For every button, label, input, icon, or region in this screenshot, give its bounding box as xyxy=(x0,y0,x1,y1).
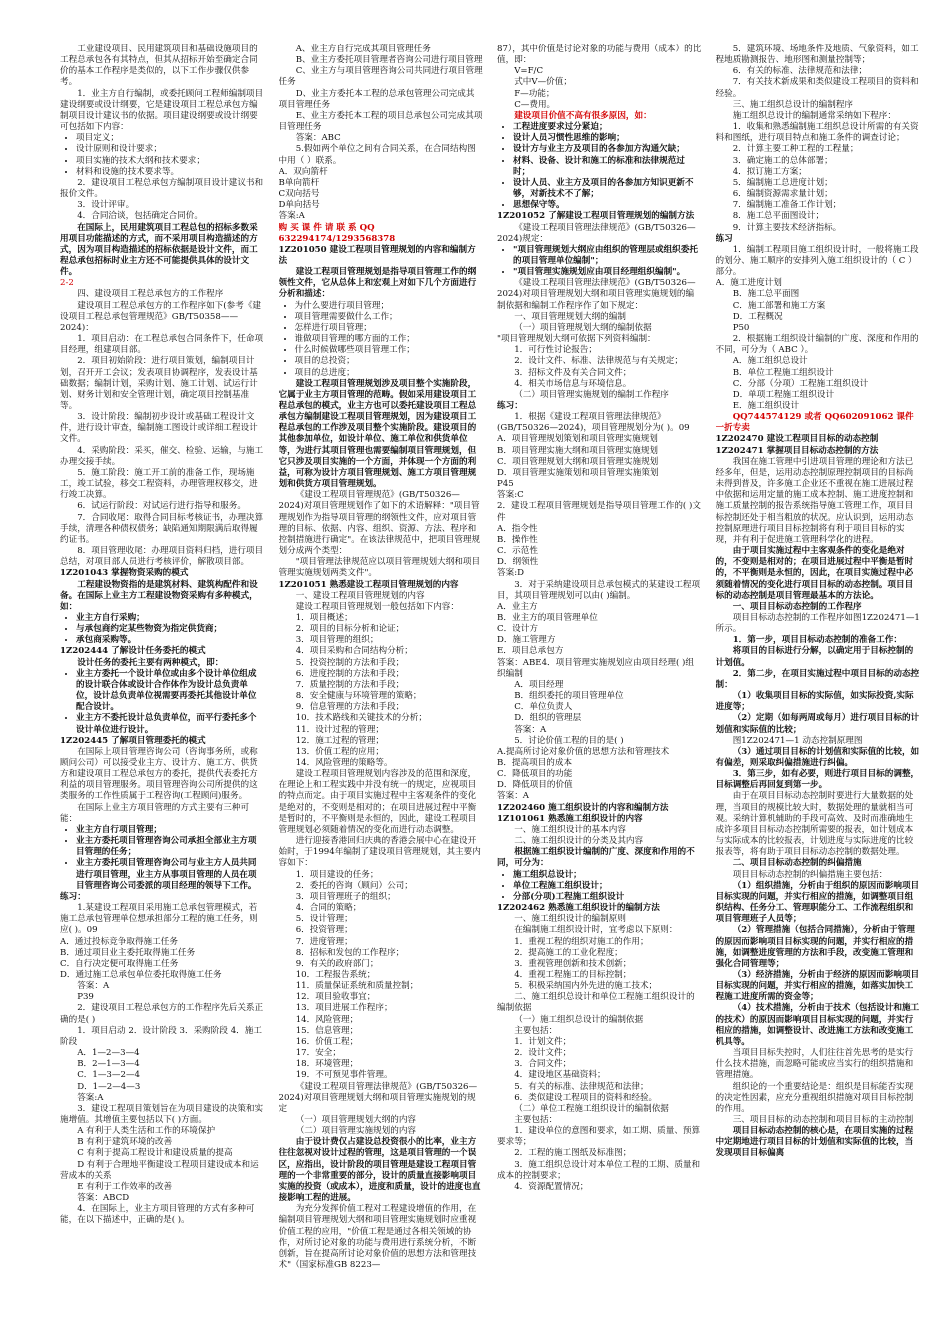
paragraph: B．单位工程施工组织设计 xyxy=(732,367,834,378)
bullet-item: • 为什么要进行项目管理； xyxy=(295,301,484,312)
paragraph: 4．建设地区基础资料； xyxy=(514,1070,606,1081)
paragraph: 4．项目采购和合同结构分析； xyxy=(295,646,413,657)
paragraph: D单向括号 xyxy=(278,200,320,211)
paragraph: 设计任务的委托主要有两种模式，即： xyxy=(77,657,224,668)
paragraph: 1．第一步，项目目标动态控制的准备工作： xyxy=(732,635,902,646)
paragraph: D 有利于合理地平衡建设工程项目建设成本和运营成本的关系 xyxy=(60,1159,259,1181)
paragraph: 1．可行性讨论报告； xyxy=(514,345,597,356)
paragraph: 7．有关技术新成果和类似建设工程项目的资料和经验。 xyxy=(715,77,919,99)
paragraph: 5．有关的标准、法律规范和法律； xyxy=(514,1081,649,1092)
paragraph: 4．拟订施工方案； xyxy=(732,166,807,177)
paragraph: 《建设工程项目管理规范》(GB/T50326—2024)对项目管理规划作了如下的术语解释："项目管理规划作为指导项目管理的纲领性文件，应对项目管理的目标、依据、内容、组织、资源、方法、程序和控制措施进行确定"。在该法律规范中，把项目管理规划分成两个类型： xyxy=(278,490,481,557)
bullet-list xyxy=(497,245,702,278)
bullet-item: • 业主方委托项目管理咨询公司承担全部业主方项目管理的任务； xyxy=(76,836,265,858)
paragraph: B．通过项目业主委托取得施工任务 xyxy=(60,947,196,958)
paragraph: 87），其中价值是讨论对象的功能与费用（成本）的比值，即： xyxy=(497,44,702,66)
paragraph: 3．对于采纳建设项目总承包模式的某建设工程项目，其项目管理规划可以由( )编制。 xyxy=(497,579,701,601)
paragraph: 3．设计评审。 xyxy=(77,200,135,211)
paragraph: 组织论的一个重要结论是：组织是目标能否实现的决定性因素，应充分重视组织措施对项目目标控制的作用。 xyxy=(715,1081,914,1114)
paragraph: D、业主方委托本工程的总承包管理公司完成其项目管理任务 xyxy=(278,88,475,110)
paragraph: （1）组织措施，分析由于组织的原因而影响项目目标实现的问题，并实行相应的措施，如调整项目组织结构、任务分工、管理职能分工、工作流程组织和项目管理班子人员等； xyxy=(715,880,920,925)
paragraph: 一、项目目标动态控制的工作程序 xyxy=(732,601,862,612)
paragraph: B．2—1—3—4 xyxy=(77,1059,140,1070)
bullet-item: • 项目管理需要做什么工作； xyxy=(295,312,484,323)
paragraph: 13．项目进展工作程序； xyxy=(295,1003,393,1014)
paragraph: D．降低项目的价值 xyxy=(497,780,573,791)
bullet-item: • 业主方自行项目管理； xyxy=(76,825,265,836)
paragraph: 3．第三步，如有必要，则进行项目目标的调整，目标调整后再回复到第一步。 xyxy=(715,769,920,791)
bullet-item: • 项目的总进度； xyxy=(295,368,484,379)
paragraph: 答案：A xyxy=(497,791,529,802)
paragraph: P45 xyxy=(497,479,514,490)
paragraph: 12．项目验收事宜； xyxy=(295,992,376,1003)
paragraph: 一、施工组织设计的编制原则 xyxy=(514,914,626,925)
paragraph: E．项目总承包方 xyxy=(497,646,564,657)
paragraph: A、业主方自行完成其项目管理任务 xyxy=(295,44,431,54)
paragraph: 建设工程项目管理规划内容涉及的范围和深度，在理论上和工程实践中并没有统一的规定，应视项目的特点而定。由于项目实施过程中主客观条件的变化是绝对的，不变则是相对的；在项目进展过程中平衡是暂时的，不平衡则是永恒的，因此，建设工程项目管理规划必须随着情况的变化而进行动态调整。 xyxy=(278,769,477,835)
paragraph: B、业主方委托项目管理者咨询公司进行项目管理 xyxy=(295,55,483,66)
paragraph: （2）定期（如每两周或每月）进行项目目标的计划值和实际值的比较； xyxy=(715,713,920,735)
paragraph: B 有利于建筑环境的改善 xyxy=(77,1137,173,1148)
paragraph: 1Z201052 了解建设工程项目管理规划的编制方法 xyxy=(497,211,695,222)
paragraph: D．1—2—4—3 xyxy=(77,1081,141,1092)
paragraph: D．施工管理方 xyxy=(497,635,556,646)
paragraph: C．施工部署和施工方案 xyxy=(732,300,826,311)
paragraph: D．单项工程施工组织设计 xyxy=(732,389,835,400)
paragraph: 答案：ABC xyxy=(295,133,341,144)
paragraph: 4．合同洽谈，包括确定合同价。 xyxy=(77,211,203,222)
paragraph: 8．项目管理收尾：办理项目资料归档，进行项目总结，对项目部人员进行考核评价，解散项目部。 xyxy=(60,546,264,568)
bullet-item: • 与承包商约定某些物资为指定供货商； xyxy=(76,624,265,635)
paragraph: 答案:A xyxy=(278,211,305,222)
paragraph: 1Z202462 熟悉施工组织设计的编制方法 xyxy=(497,903,660,914)
paragraph: E、业主方委托本工程的项目总承包公司完成其项目管理任务 xyxy=(278,110,483,133)
bullet-list xyxy=(497,870,702,903)
paragraph: D．纲领性 xyxy=(497,557,539,568)
paragraph: C．分部（分项）工程施工组织设计 xyxy=(732,378,869,389)
bullet-item: • 材料、设备、设计和施工的标准和法律规范过时； xyxy=(513,156,702,178)
paragraph: 1．项目启动：在工程总承包合同条件下，任命项目经理，组建项目部。 xyxy=(60,334,264,356)
paragraph: 1.某建设工程项目采用施工总承包管理模式，若施工总承包管理单位想承担部分工程的施工任务，则应( )。09 xyxy=(60,903,258,936)
paragraph: 3．确定施工的总体部署； xyxy=(732,155,833,166)
paragraph: 7．进度管理； xyxy=(295,936,353,947)
paragraph: "项目管理法律规范应以项目管理规划大纲和项目管理实施规划两类文件"。 xyxy=(278,557,481,579)
paragraph: D．工程概况 xyxy=(732,311,783,322)
bullet-item: • 承包商采购等。 xyxy=(76,635,265,646)
paragraph: E 有利于工作效率的改善 xyxy=(77,1181,173,1192)
paragraph: 2．建设项目工程总承包方编制项目设计建议书和报价文件。 xyxy=(60,177,264,200)
paragraph: 由于项目实施过程中主客观条件的变化是绝对的，不变则是相对的；在项目进展过程中平衡是暂时的，不平衡则是永恒的，因此，在项目实施过程中必须随着情况的变化进行项目目标的动态控制。项目目标的动态控制是项目管理最基本的方法论。 xyxy=(715,546,914,601)
paragraph: 进行迎接香港回归庆典的香港会展中心在建设开始时，于1994年编制了建设项目管理规划，其主要内容如下： xyxy=(278,836,481,869)
paragraph: A．指令性 xyxy=(497,523,538,534)
paragraph: 四、建设项目工程总承包方的工作程序 xyxy=(77,289,224,300)
paragraph: 4．重视工程施工的目标控制； xyxy=(514,969,632,980)
paragraph: 2．建设项目工程总承包方的工作程序先后关系正确的是( ) xyxy=(60,1003,264,1025)
paragraph: 1Z202471 掌握项目目标动态控制的方法 xyxy=(715,445,879,456)
paragraph: 8．施工总平面图设计； xyxy=(732,211,825,222)
paragraph: 14．风险管理； xyxy=(295,1014,359,1025)
paragraph: A.提高所讨论对象价值的思想方法和管理技术 xyxy=(497,746,670,757)
paragraph: （3）通过项目目标的计划值和实际值的比较，如有偏差，则采取纠偏措施进行纠偏。 xyxy=(715,746,920,768)
document-page xyxy=(60,44,920,1334)
text-column-3 xyxy=(497,44,702,1334)
paragraph: 12．施工过程的管理； xyxy=(295,735,384,746)
paragraph: 6．投资管理； xyxy=(295,925,353,936)
paragraph: （二）项目管理实施规划的内容 xyxy=(295,1126,417,1137)
paragraph: 5．积极采纳国内外先进的施工技术； xyxy=(514,981,658,992)
paragraph: （1）收集项目目标的实际值，如实际投资,实际进度等； xyxy=(715,691,914,713)
paragraph: 5．建筑环境、场地条件及地质、气象资料，如工程地质勘测报告、地形图和测量控制等； xyxy=(715,44,919,66)
paragraph: A．施工组织总设计 xyxy=(732,356,808,367)
bullet-item: • 项目实施的技术大纲和技术要求； xyxy=(76,156,265,167)
paragraph: 18．环境管理； xyxy=(295,1059,359,1070)
paragraph: F—功能； xyxy=(514,88,555,99)
paragraph: 9．有关的政府部门； xyxy=(295,958,379,969)
paragraph: 3．建设工程项目策划旨在为项目建设的决策和实施增值。其增值主要包括以下( )方面。 xyxy=(60,1103,264,1125)
paragraph: 一、项目管理规划大纲的编制 xyxy=(514,311,626,322)
paragraph: 1Z202460 施工组织设计的内容和编制方法 xyxy=(497,802,669,813)
paragraph: 1Z202445 了解项目管理委托的模式 xyxy=(60,735,206,746)
paragraph: 2．项目初始阶段：进行项目策划，编制项目计划，召开开工会议；发表项目协调程序，发表设计基础数据；编制计划，采购计划、施工计划、试运行计划、财务计划和安全管理计划，确定项目控制基准等。 xyxy=(60,356,258,411)
bullet-list xyxy=(60,669,265,736)
paragraph: （二）项目管理实施规划的编制工作程序 xyxy=(514,389,669,400)
paragraph: 11．质量保证系统和质量控制； xyxy=(295,981,419,992)
paragraph: （3）经济措施，分析由于经济的原因而影响项目目标实现的问题，并实行相应的措施，如落实加快工程施工进度所需的资金等； xyxy=(715,969,920,1003)
paragraph: B．操作性 xyxy=(497,534,538,545)
paragraph: 15．信息管理； xyxy=(295,1025,359,1036)
paragraph: B单向箭杆 xyxy=(278,177,320,188)
paragraph: B．组织委托的项目管理单位 xyxy=(514,691,624,702)
paragraph: 1．根据《建设工程项目管理法律规范》(GB/T50326—2024)，项目管理规划分为( )。09 xyxy=(497,412,690,434)
paragraph: A．业主方 xyxy=(497,601,538,612)
paragraph: 16．价值工程； xyxy=(295,1036,359,1047)
paragraph: 施工组织总设计的编制通常采纳如下程序： xyxy=(732,110,896,121)
paragraph: 项目目标动态控制的工作程序如图1Z202471—1所示。 xyxy=(715,612,920,635)
paragraph: 一、施工组织设计的基本内容 xyxy=(514,824,626,835)
paragraph: 《建设工程项目管理法律规范》(GB/T50326—2024)规定： xyxy=(497,222,696,244)
paragraph: 5．讨论价值工程的目的是( ) xyxy=(514,735,624,746)
paragraph: 1．编制工程项目施工组织设计时，一般将施工段的划分、施工顺序的安排列入施工组织设计的（ C ）部分。 xyxy=(715,244,919,278)
paragraph: C—费用。 xyxy=(514,99,556,110)
paragraph: C、业主方与项目管理咨询公司共同进行项目管理任务 xyxy=(278,66,483,88)
paragraph: 建设项目价值不高有很多原因，如： xyxy=(514,110,652,121)
bullet-item: • 业主方委托项目管理咨询公司与业主方人员共同进行项目管理，业主方从事项目管理的人员在项目管理咨询公司委派的项目经理的领导下工作。 xyxy=(76,858,265,891)
paragraph: A．1—2—3—4 xyxy=(77,1048,140,1059)
paragraph: 答案:C xyxy=(497,490,524,501)
paragraph: 工业建设项目、民用建筑项目和基础设施项目的工程总承包各有其特点，但其从招标开始至确定合同价的基本工作程序是类似的，以下工作步骤仅供参考。 xyxy=(60,44,258,88)
paragraph: 4．合同的策略； xyxy=(295,903,362,914)
paragraph: 7．合同收尾：取得合同目标考核证书，办理决算手续，清理各种债权债务；缺陷通知期限满后取得履约证书。 xyxy=(60,512,264,545)
paragraph: 我国在施工管理中引进项目管理的理论和方法已经多年，但是，运用动态控制原理控制项目的目标尚未得到普及，许多施工企业还不重视在施工进展过程中依据和运用定量的施工成本控制、施工进度控制和施工质量控制的报告系统指导施工管理工作，项目目标控制还处于相当粗放的状况。应认识到，运用动态控制原理进行项目目标控制将有利于项目目标的实现，并有利于促进施工管理科学化的进程。 xyxy=(715,456,914,545)
bullet-item: • 谁做项目管理的哪方面的工作； xyxy=(295,334,484,345)
paragraph: 1Z201051 熟悉建设工程项目管理规划的内容 xyxy=(278,579,459,590)
paragraph: 2．委托的咨询（顾问）公司； xyxy=(295,880,413,891)
paragraph: （一）项目管理规划大纲的编制依据 xyxy=(514,322,652,333)
paragraph: 8．安全健康与环境管理的策略； xyxy=(295,691,422,702)
paragraph: B．施工总平面图 xyxy=(732,289,800,300)
paragraph: 三、项目目标的动态控制和项目目标的主动控制 xyxy=(732,1115,914,1125)
paragraph: 《建设工程项目管理法律规范》(GB/T50326—2024)对项目管理规划大纲和项目管理实施规划的编制依据和编制工作程序作了如下规定： xyxy=(497,278,696,311)
bullet-item: • 设计原则和设计要求； xyxy=(76,144,265,155)
paragraph: P39 xyxy=(77,992,94,1003)
paragraph: 6．有关的标准、法律规范和法律； xyxy=(732,66,868,77)
paragraph: 3．施工组织总设计对本单位工程的工期、质量和成本的控制要求； xyxy=(497,1159,701,1181)
bullet-item: • "项目管理规划大纲应由组织的管理层或组织委托的项目管理单位编制"； xyxy=(513,245,702,267)
paragraph: 19．不可预见事件管理。 xyxy=(295,1070,393,1081)
paragraph: D．组织的管理层 xyxy=(514,713,582,724)
text-column-4 xyxy=(716,44,921,1334)
paragraph: 5.假如两个单位之间有合同关系，在合同结构图中用（ ）联系。 xyxy=(278,144,476,166)
bullet-list xyxy=(497,122,702,211)
bullet-list xyxy=(60,825,265,892)
bullet-item: • 业主方不委托设计总负责单位，而平行委托多个设计单位进行设计。 xyxy=(76,713,265,735)
paragraph: QQ744574129 或者 QQ602091062 课件一折专卖 xyxy=(715,412,914,434)
paragraph: 答案:D xyxy=(497,568,524,579)
paragraph: C 有利于提高工程设计和建设质量的提高 xyxy=(77,1148,233,1159)
paragraph: 练习： xyxy=(497,401,523,411)
bullet-item: • 单位工程施工组织设计； xyxy=(513,881,702,892)
paragraph: 10．工程报告系统； xyxy=(295,969,376,980)
paragraph: 二、施工组织设计的分类及其内容 xyxy=(514,836,644,847)
paragraph: 《建设工程项目管理法律规范》(GB/T50326—2024)对项目管理规划大纲和项目管理实施规划的规定 xyxy=(278,1081,478,1114)
paragraph: 3．设计阶段：编制初步设计或基础工程设计文件，进行设计审查，编制施工图设计或详细工程设计文件。 xyxy=(60,412,258,445)
paragraph: （4）技术措施，分析由于技术（包括设计和施工的技术）的原因而影响项目目标实现的问题，并实行相应的措施，如调整设计、改进施工方法和改变施工机具等。 xyxy=(715,1003,920,1047)
paragraph: 1Z202444 了解设计任务委托的模式 xyxy=(60,646,206,657)
paragraph: 3．重视管理创新和技术创新； xyxy=(514,958,632,969)
bullet-item: • 设计人员习惯性思维的影响； xyxy=(513,133,702,144)
paragraph: 2．建设工程项目管理规划是指导项目管理工作的( )文件 xyxy=(497,501,701,523)
paragraph: 2．设计文件、标准、法律规范与有关规定； xyxy=(514,356,683,367)
paragraph: V=F/C xyxy=(514,66,544,77)
paragraph: 练习 xyxy=(715,233,733,244)
paragraph: 二、施工组织总设计和单位工程施工组织设计的编制依据 xyxy=(497,992,695,1014)
paragraph: 答案：ABE4．项目管理实施规划应由项目经理( )组织编制 xyxy=(497,657,694,679)
paragraph: C．降低项目的功能 xyxy=(497,769,573,780)
paragraph: 5．施工阶段：施工开工前的准备工作，现场施工，竣工试验，移交工程资料，办理管理权移交，进行竣工决算。 xyxy=(60,467,258,501)
paragraph: B．提高项目的成本 xyxy=(497,758,573,768)
paragraph: 2．计算主要工种工程的工程量； xyxy=(732,144,859,155)
paragraph: A．双向箭杆 xyxy=(278,166,328,177)
paragraph: 11．设计过程的管理； xyxy=(295,724,384,735)
paragraph: 三、施工组织总设计的编制程序 xyxy=(732,99,854,110)
paragraph: 1．项目概述； xyxy=(295,612,353,623)
paragraph: 1Z201043 掌握物资采购的模式 xyxy=(60,568,189,579)
paragraph: A．项目经理 xyxy=(514,679,564,690)
paragraph: A．施工进度计划 xyxy=(715,278,782,289)
paragraph: 在国际上业主方项目管理的方式主要有三种可能： xyxy=(60,802,250,824)
paragraph: 将项目的目标进行分解，以确定用于目标控制的计划值。 xyxy=(715,646,914,668)
paragraph: 主要包括： xyxy=(514,1115,558,1125)
text-column-2 xyxy=(279,44,484,1334)
paragraph: 6．类似建设工程项目的资料和经验。 xyxy=(514,1092,658,1103)
paragraph: 项目目标动态控制的纠偏措施主要包括： xyxy=(732,869,888,880)
paragraph: C．设计方 xyxy=(497,624,538,635)
bullet-item: • 项目的总投资； xyxy=(295,356,484,367)
paragraph: 建设项目工程总承包方的工作程序如下(参考《建设项目工程总承包管理规范》GB/T50358——2024)： xyxy=(60,300,262,333)
paragraph: C．示范性 xyxy=(497,546,538,557)
text-column-1 xyxy=(60,44,265,1334)
paragraph: 二、项目目标动态控制的纠偏措施 xyxy=(732,858,862,869)
paragraph: B．业主方的项目管理单位 xyxy=(497,612,598,623)
bullet-item: • 怎样进行项目管理； xyxy=(295,323,484,334)
paragraph: 根据施工组织设计编制的广度、深度和作用的不同，可分为： xyxy=(497,847,695,869)
paragraph: 6．进度控制的方法和手段； xyxy=(295,668,405,679)
paragraph: 9．信息管理的方法和手段； xyxy=(295,702,405,713)
paragraph: （一）项目管理规划大纲的内容 xyxy=(295,1115,417,1125)
paragraph: 答案:A xyxy=(77,1092,104,1103)
paragraph: 4．资源配置情况； xyxy=(514,1181,589,1192)
paragraph: （二）单位工程施工组织设计的编制依据 xyxy=(514,1103,669,1114)
paragraph: 2-2 xyxy=(60,278,74,289)
paragraph: 3．项目管理的组织； xyxy=(295,635,379,646)
paragraph: 6．试运行阶段：对试运行进行指导和服务。 xyxy=(77,501,246,512)
paragraph: 4．采购阶段：采买，催交、检验、运输，与施工办理交接手续。 xyxy=(60,445,264,467)
paragraph: 8．招标和发包的工作程序； xyxy=(295,947,405,958)
bullet-item: • 工程进度要求过分紧迫； xyxy=(513,122,702,133)
paragraph: 2．设计文件； xyxy=(514,1048,572,1059)
bullet-item: • 项目定义； xyxy=(76,133,265,144)
bullet-item: • 业主方自行采购； xyxy=(76,613,265,624)
paragraph: 式中V—价值； xyxy=(514,77,572,88)
paragraph: 2．工程的施工图纸及标准图； xyxy=(514,1148,632,1159)
paragraph: 14．风险管理的策略等。 xyxy=(295,758,393,768)
paragraph: 答案：A xyxy=(514,724,547,735)
paragraph: 建设工程项目管理规划是指导项目管理工作的纲领性文件，它从总体上和宏观上对如下几个方面进行分析和描述： xyxy=(278,267,477,300)
paragraph: 答案：ABCD xyxy=(77,1193,130,1204)
paragraph: C．1—3—2—4 xyxy=(77,1070,141,1081)
paragraph: 2．根据施工组织设计编制的广度、深度和作用的不同，可分为（ ABC ）。 xyxy=(715,334,919,356)
bullet-item: • 什么时候做哪些项目管理工作； xyxy=(295,345,484,356)
paragraph: 2．第二步，在项目实施过程中项目目标的动态控制： xyxy=(715,668,920,690)
paragraph: 13．价值工程的应用； xyxy=(295,746,384,757)
paragraph: B．项目管理实施大纲和项目管理实施规划 xyxy=(497,445,659,456)
paragraph: "项目管理规划大纲可依据下列资料编制： xyxy=(497,334,656,345)
paragraph: A．项目管理规划策划和项目管理实施规划 xyxy=(497,434,658,445)
paragraph: 1．重视工程的组织对施工的作用； xyxy=(514,936,649,947)
paragraph: C．单位负责人 xyxy=(514,702,573,713)
paragraph: 项目目标动态控制的核心是，在项目实施的过程中定期地进行项目目标的计划值和实际值的比较，当发现项目目标偏离 xyxy=(715,1126,914,1159)
paragraph: P50 xyxy=(732,322,750,333)
bullet-item: • 业主方委托一个设计单位或由多个设计单位组成的设计联合体或设计合作体作为设计总负责单位，设计总负责单位视需要再委托其他设计单位配合设计。 xyxy=(76,669,265,714)
paragraph: 当项目目标失控时，人们往往首先思考的是实行什么技术措施，而忽略可能或应当实行的组织措施和管理措施。 xyxy=(715,1048,914,1081)
paragraph: E．施工组织设计 xyxy=(732,401,800,411)
paragraph: 5．编制施工总进度计划； xyxy=(732,177,833,188)
paragraph: A 有利于人类生活和工作的环境保护 xyxy=(77,1126,216,1137)
bullet-item: • 设计人员、业主方及项目的各参加方知识更新不够，对新技术不了解； xyxy=(513,178,702,200)
paragraph: 练习： xyxy=(60,891,86,902)
paragraph: 7．编制施工准备工作计划； xyxy=(732,200,842,211)
paragraph: 7．质量控制的方法和手段； xyxy=(295,679,405,690)
paragraph: 1Z101061 熟悉施工组织设计的内容 xyxy=(497,813,643,824)
bullet-list xyxy=(279,301,484,379)
paragraph: 1．项目启动 2．设计阶段 3．采购阶段 4．施工阶段 xyxy=(60,1025,262,1047)
paragraph: 由于设计费仅占建设总投资很小的比率，业主方往往忽视对设计过程的管理，这是项目管理的一个误区，应指出，设计阶段的项目管理是建设工程项目管理的一个非常重要的部分，设计的质量直接影响项目实施的投资（或成本），进度和质量，设计的进度也直接影响工程的进展。 xyxy=(278,1137,481,1204)
bullet-list xyxy=(60,133,265,178)
paragraph: 6．编制资源需求量计划； xyxy=(732,189,833,200)
paragraph: 工程建设物资指的是建筑材料、建筑构配件和设备。在国际上业主方工程建设物资采购有多种模式，如： xyxy=(60,579,258,612)
paragraph: 1．建设单位的意图和要求，如工期、质量、预算要求等； xyxy=(497,1126,701,1148)
bullet-item: • 设计方与业主方及项目的各参加方沟通欠缺； xyxy=(513,144,702,155)
paragraph: 在编制施工组织设计时，宜考虑以下原则： xyxy=(514,925,678,936)
bullet-item: • 材料和设施的技术要求等。 xyxy=(76,167,265,178)
paragraph: 10．技术路线和关键技术的分析； xyxy=(295,713,427,724)
paragraph: 4．相关市场信息与环境信息。 xyxy=(514,378,632,389)
paragraph: 在国际上项目管理咨询公司（咨询事务所，或称顾问公司）可以接受业主方、设计方、施工方、供货方和建设项目工程总承包方的委托，提供代表委托方利益的项目管理服务。项目管理咨询公司所提供的这类服务的工作性质属于工程咨询(工程顾问)服务。 xyxy=(60,746,258,802)
paragraph: 答案：A xyxy=(77,981,110,992)
paragraph: 2．项目的目标分析和论证； xyxy=(295,624,405,635)
paragraph: 17．安全； xyxy=(295,1048,341,1059)
paragraph: 1．业主方自行编制，或委托顾问工程师编制项目建设纲要或设计纲要，它是建设项目工程总承包方编制项目设计建议书的依据。项目建设纲要或设计纲要可包括如下内容： xyxy=(60,88,264,133)
paragraph: D．项目管理实施策划和项目管理实施策划 xyxy=(497,467,659,478)
paragraph: （2）管理措施（包括合同措施），分析由于管理的原因而影响项目目标实现的问题，并实行相应的措施，如调整进度管理的方法和手段，改变施工管理和强化合同管理等； xyxy=(715,925,915,969)
paragraph: 1．项目建设的任务； xyxy=(295,869,379,880)
paragraph: 2．提高施工的工业化程度； xyxy=(514,947,623,958)
paragraph: 建设工程项目管理规划涉及项目整个实施阶段，它属于业主方项目管理的范畴。假如采用建设项目工程总承包的模式，业主方也可以委托建设项目工程总承包方编制建设工程项目管理规划，因为建设项目工程总承包的工作涉及项目整个实施阶段。建设项目的其他参加单位，如设计单位、施工单位和供货单位等，为进行其项目管理也需要编制项目管理规划，但它只涉及项目实施的一个方面，并体现一个方面的利益，可称为设计方项目管理规划、施工方项目管理规划和供货方项目管理规划。 xyxy=(278,378,477,490)
paragraph: C．自行决定便可取得施工任务 xyxy=(60,958,179,969)
bullet-item: • 分部(分项)工程施工组织设计 xyxy=(513,892,702,903)
paragraph: 1Z201050 建设工程项目管理规划的内容和编制方法 xyxy=(278,244,476,266)
paragraph: 主要包括： xyxy=(514,1025,558,1036)
paragraph: C．项目管理规划大纲和项目管理实施规划 xyxy=(497,456,659,467)
paragraph: 1Z202470 建设工程项目目标的动态控制 xyxy=(715,434,879,445)
paragraph: 4．在国际上，业主方项目管理的方式有多种可能，在以下描述中，正确的是( )。 xyxy=(60,1204,255,1226)
paragraph: 5．设计管理； xyxy=(295,914,353,925)
bullet-item: • 施工组织总设计； xyxy=(513,870,702,881)
paragraph: C双向括号 xyxy=(278,189,320,200)
paragraph: 9．计算主要技术经济指标。 xyxy=(732,222,842,233)
paragraph: 3．项目管理班子的组织； xyxy=(295,891,396,902)
paragraph: 1．收集和熟悉编制施工组织总设计所需的有关资料和图纸，进行项目特点和施工条件的调查讨论； xyxy=(715,122,919,144)
paragraph: 在国际上，民用建筑项目工程总包的招标多数采用项目功能描述的方式，而不采用项目构造描述的方式，因为项目构造描述的招标依据是设计文件，而工程总承包招标时业主方还不可能提供具体的设计文件。 xyxy=(60,222,258,278)
bullet-item: • "项目管理实施规划应由项目经理组织编制"。 xyxy=(513,267,702,278)
paragraph: （一）施工组织总设计的编制依据 xyxy=(514,1014,644,1025)
paragraph: 1．计划文件； xyxy=(514,1036,572,1047)
paragraph: D．通过施工总承包单位委托取得施工任务 xyxy=(60,969,222,980)
paragraph: 3．招标文件及有关合同文件； xyxy=(514,367,632,378)
paragraph: 5．投资控制的方法和手段； xyxy=(295,657,405,668)
paragraph: 一、建设工程项目管理规划的内容 xyxy=(295,590,425,601)
paragraph: 为充分发挥价值工程对工程建设增值的作用，在编制项目管理规划大纲和项目管理实施规划时应重视价值工程的应用，"价值工程是通过各相关领域的协作，对所讨论对象的功能与费用进行系统分析，不断创新，旨在提高所讨论对象价值的思想方法和管理技术"（国家标准GB 8223— xyxy=(278,1204,477,1271)
bullet-item: • 思想保守等。 xyxy=(513,200,702,211)
paragraph: 3．合同文件； xyxy=(514,1059,572,1070)
paragraph: A．通过投标竞争取得施工任务 xyxy=(60,936,178,947)
paragraph: 购 买 课 件 请 联 系 QQ 632294174/1293568378 xyxy=(278,222,396,244)
bullet-list xyxy=(60,613,265,646)
paragraph: 由于在项目目标动态控制时要进行大量数据的处理，当项目的规模比较大时，数据处理的量就相当可观。采纳计算机辅助的手段可高效、及时而准确地生成许多项目目标动态控制所需要的报表，如计划成本与实际成本的比较报表，计划进度与实际进度的比较报表等，将有助于项目目标动态控制的数据处理。 xyxy=(715,791,914,858)
paragraph: 图1Z202471—1 动态控制原理图 xyxy=(732,735,863,746)
paragraph: 建设工程项目管理规划一般包括如下内容： xyxy=(295,601,459,612)
